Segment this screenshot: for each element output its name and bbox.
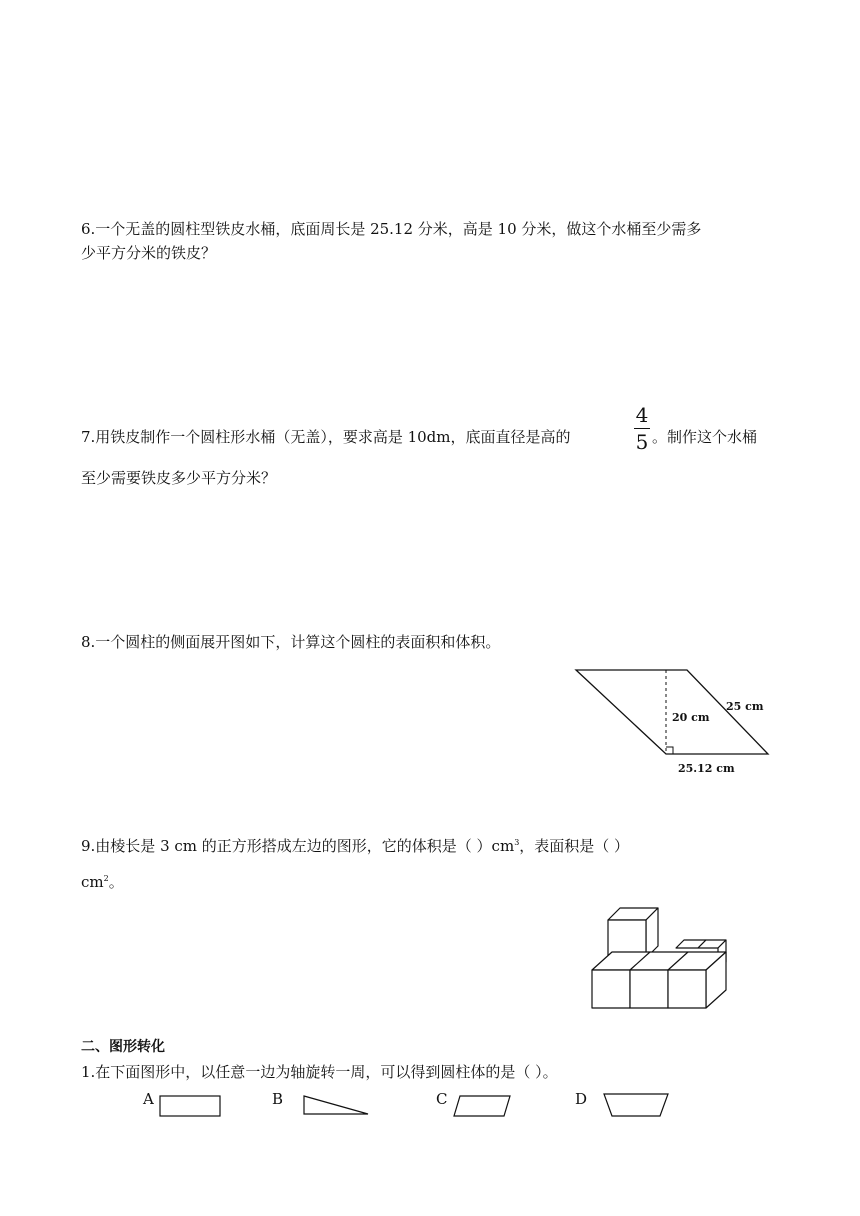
fraction-numerator: 4	[635, 403, 649, 427]
fraction-denominator: 5	[635, 430, 649, 454]
square-superscript: 2	[103, 874, 109, 883]
cubic-superscript: 3	[514, 838, 520, 847]
bottom-row-top	[592, 952, 726, 970]
side-label: 25 cm	[726, 700, 764, 713]
rectangle-shape	[158, 1094, 222, 1118]
parallelogram-shape	[450, 1094, 514, 1120]
q9-period: 。	[108, 873, 124, 891]
section2-q1: 1.在下面图形中，以任意一边为轴旋转一周，可以得到圆柱体的是（ ）。	[81, 1063, 558, 1081]
q7-line2: 至少需要铁皮多少平方分米？	[81, 469, 277, 487]
height-label: 20 cm	[672, 711, 710, 724]
q8-text: 8.一个圆柱的侧面展开图如下，计算这个圆柱的表面积和体积。	[81, 633, 501, 651]
q9-unit: cm	[81, 873, 104, 891]
front-cube-3	[668, 970, 706, 1008]
section-heading: 二、图形转化	[81, 1039, 165, 1055]
q9-line1-part-a: 9.由棱长是 3 cm 的正方形搭成左边的图形，它的体积是（ ）cm	[81, 837, 515, 855]
q9-line1	[81, 832, 629, 857]
option-d-label: D	[575, 1090, 588, 1108]
q6-line2: 少平方分米的铁皮？	[81, 244, 217, 262]
q7-line1-before-fraction: 7.用铁皮制作一个圆柱形水桶（无盖），要求高是 10dm，底面直径是高的	[81, 428, 571, 446]
base-label: 25.12 cm	[678, 762, 735, 775]
right-triangle-shape	[300, 1094, 372, 1118]
option-a-label: A	[143, 1090, 154, 1108]
q6-line1: 6.一个无盖的圆柱型铁皮水桶，底面周长是 25.12 分米，高是 10 分米，做这个水桶至少需多	[81, 220, 702, 238]
q9-line1-part-b: ，表面积是（ ）	[519, 837, 630, 855]
front-cube-1	[592, 970, 630, 1008]
front-cube-2	[630, 970, 668, 1008]
fraction-bar	[634, 428, 650, 429]
q7-line1-after-fraction: 。制作这个水桶	[652, 428, 758, 446]
q9-line2	[81, 868, 124, 893]
cube-stack-figure	[588, 902, 748, 1014]
trapezoid-shape	[602, 1092, 672, 1120]
fraction-four-fifths	[634, 404, 650, 453]
right-angle-mark	[666, 747, 673, 754]
option-c-label: C	[436, 1090, 448, 1108]
option-b-label: B	[272, 1090, 284, 1108]
